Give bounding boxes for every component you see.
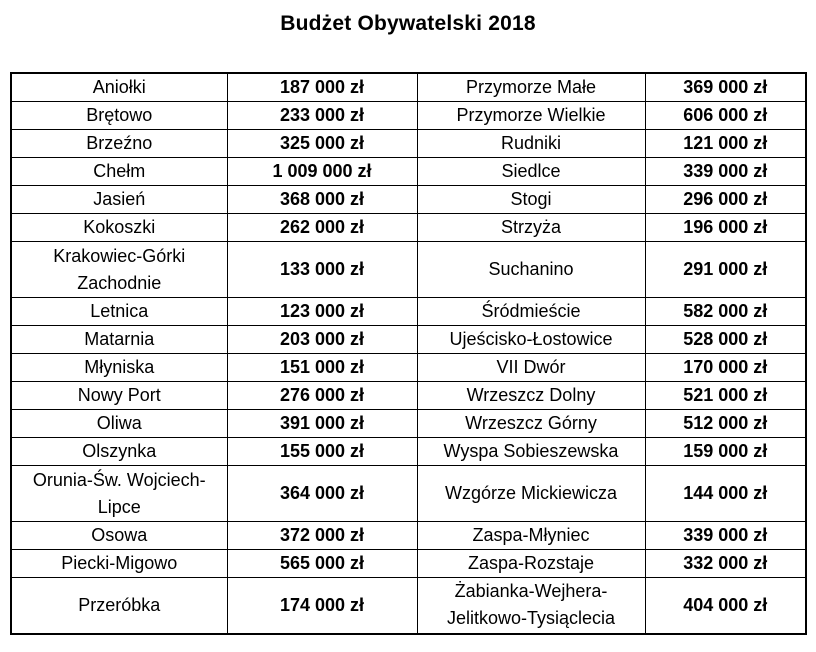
- budget-amount: 1 009 000 zł: [227, 158, 417, 186]
- district-name-line: Orunia-Św. Wojciech-: [32, 469, 206, 490]
- table-row: [11, 522, 806, 550]
- table-row: [11, 130, 806, 158]
- district-name: Brzeźno: [11, 130, 227, 158]
- budget-amount: 582 000 zł: [645, 298, 806, 326]
- budget-amount: 372 000 zł: [227, 522, 417, 550]
- budget-amount: 391 000 zł: [227, 410, 417, 438]
- district-name: Zaspa-Młyniec: [417, 522, 645, 550]
- table-row: [11, 550, 806, 578]
- budget-amount: 233 000 zł: [227, 102, 417, 130]
- district-name: Śródmieście: [417, 298, 645, 326]
- table-row: [11, 578, 806, 634]
- budget-amount: 155 000 zł: [227, 438, 417, 466]
- district-name: Siedlce: [417, 158, 645, 186]
- district-name-line: Żabianka-Wejhera-: [454, 581, 608, 602]
- district-name: Osowa: [11, 522, 227, 550]
- district-name-line: Jelitkowo-Tysiąclecia: [446, 608, 616, 629]
- budget-amount: 159 000 zł: [645, 438, 806, 466]
- district-name: Wrzeszcz Górny: [417, 410, 645, 438]
- district-name: [417, 578, 645, 634]
- budget-amount: 187 000 zł: [227, 73, 417, 102]
- budget-amount: 339 000 zł: [645, 522, 806, 550]
- district-name: Przymorze Małe: [417, 73, 645, 102]
- district-name: Rudniki: [417, 130, 645, 158]
- district-name: Letnica: [11, 298, 227, 326]
- budget-amount: 174 000 zł: [227, 578, 417, 634]
- table-row: [11, 214, 806, 242]
- budget-amount: 144 000 zł: [645, 466, 806, 522]
- table-row: [11, 326, 806, 354]
- district-name: Kokoszki: [11, 214, 227, 242]
- budget-amount: 528 000 zł: [645, 326, 806, 354]
- budget-amount: 196 000 zł: [645, 214, 806, 242]
- document-title: Budżet Obywatelski 2018: [280, 12, 536, 35]
- budget-amount: 364 000 zł: [227, 466, 417, 522]
- district-name: Chełm: [11, 158, 227, 186]
- budget-amount: 123 000 zł: [227, 298, 417, 326]
- table-row: [11, 298, 806, 326]
- district-name: Stogi: [417, 186, 645, 214]
- district-name: Zaspa-Rozstaje: [417, 550, 645, 578]
- table-row: [11, 102, 806, 130]
- budget-amount: 565 000 zł: [227, 550, 417, 578]
- budget-amount: 170 000 zł: [645, 354, 806, 382]
- budget-amount: 262 000 zł: [227, 214, 417, 242]
- district-name: Brętowo: [11, 102, 227, 130]
- budget-amount: 332 000 zł: [645, 550, 806, 578]
- budget-amount: 368 000 zł: [227, 186, 417, 214]
- district-name-line: Krakowiec-Górki: [53, 245, 186, 266]
- budget-amount: 325 000 zł: [227, 130, 417, 158]
- budget-amount: 512 000 zł: [645, 410, 806, 438]
- district-name: Strzyża: [417, 214, 645, 242]
- budget-amount: 203 000 zł: [227, 326, 417, 354]
- budget-amount: 133 000 zł: [227, 242, 417, 298]
- budget-amount: 606 000 zł: [645, 102, 806, 130]
- district-name: Nowy Port: [11, 382, 227, 410]
- table-row: [11, 466, 806, 522]
- district-name: Ujeścisko-Łostowice: [417, 326, 645, 354]
- budget-table: [10, 72, 807, 635]
- district-name: Oliwa: [11, 410, 227, 438]
- budget-amount: 339 000 zł: [645, 158, 806, 186]
- table-row: [11, 382, 806, 410]
- budget-amount: 404 000 zł: [645, 578, 806, 634]
- budget-amount: 521 000 zł: [645, 382, 806, 410]
- budget-amount: 276 000 zł: [227, 382, 417, 410]
- budget-amount: 151 000 zł: [227, 354, 417, 382]
- district-name: Suchanino: [417, 242, 645, 298]
- district-name: Przymorze Wielkie: [417, 102, 645, 130]
- district-name: [11, 242, 227, 298]
- budget-amount: 121 000 zł: [645, 130, 806, 158]
- table-row: [11, 73, 806, 102]
- district-name: Wyspa Sobieszewska: [417, 438, 645, 466]
- district-name: Jasień: [11, 186, 227, 214]
- district-name-line: Zachodnie: [77, 272, 162, 293]
- district-name: Matarnia: [11, 326, 227, 354]
- district-name: VII Dwór: [417, 354, 645, 382]
- district-name-line: Lipce: [97, 496, 141, 517]
- budget-amount: 291 000 zł: [645, 242, 806, 298]
- table-row: [11, 438, 806, 466]
- district-name: Olszynka: [11, 438, 227, 466]
- district-name: Młyniska: [11, 354, 227, 382]
- budget-amount: 369 000 zł: [645, 73, 806, 102]
- district-name: Aniołki: [11, 73, 227, 102]
- table-row: [11, 410, 806, 438]
- district-name: Wzgórze Mickiewicza: [417, 466, 645, 522]
- district-name: Przeróbka: [11, 578, 227, 634]
- district-name: [11, 466, 227, 522]
- budget-amount: 296 000 zł: [645, 186, 806, 214]
- table-row: [11, 354, 806, 382]
- table-row: [11, 242, 806, 298]
- district-name: Piecki-Migowo: [11, 550, 227, 578]
- table-row: [11, 186, 806, 214]
- district-name: Wrzeszcz Dolny: [417, 382, 645, 410]
- table-row: [11, 158, 806, 186]
